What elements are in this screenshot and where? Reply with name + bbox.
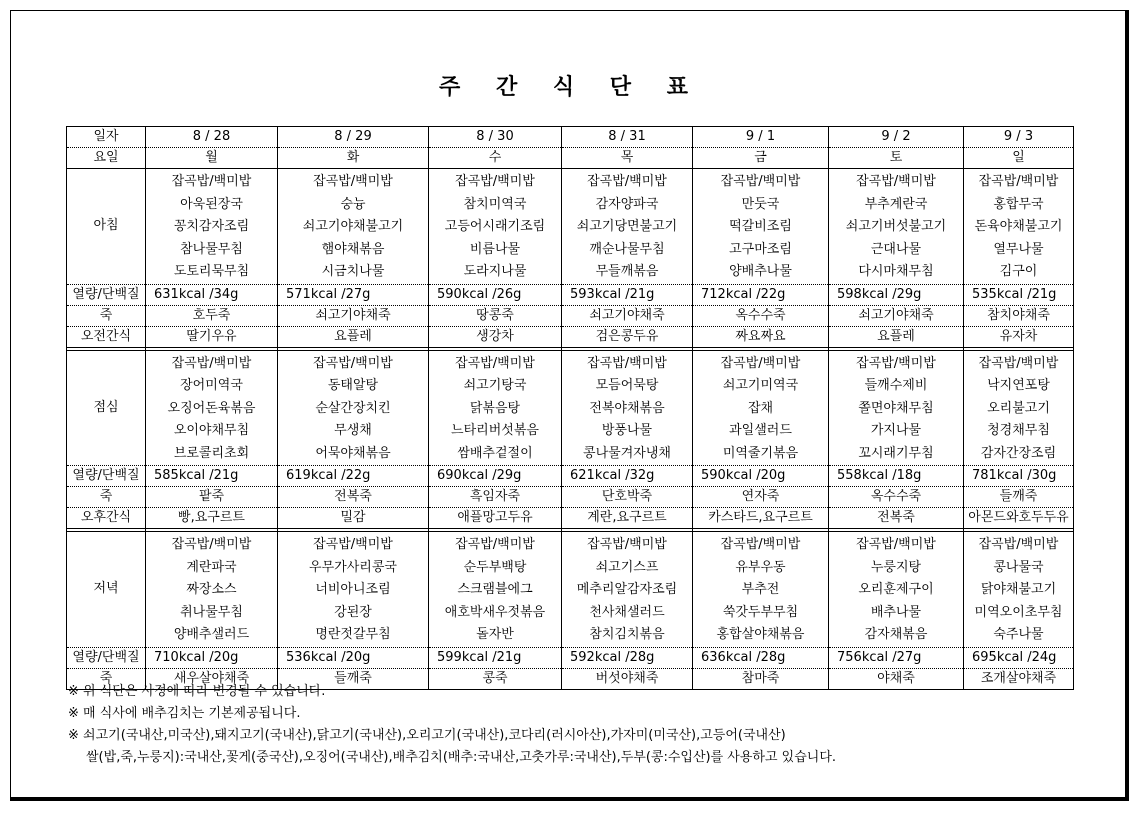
menu-item: 감자간장조림 (980, 445, 1057, 461)
porridge-cell: 호두죽 (146, 305, 278, 326)
porridge-label: 죽 (67, 668, 146, 689)
kcal-cell: 712kcal /22g (693, 284, 829, 305)
dinner-menu-row (67, 532, 1074, 648)
kcal-cell: 590kcal /26g (429, 284, 562, 305)
snack-cell: 요플레 (829, 326, 964, 347)
menu-item: 잡곡밥/백미밥 (587, 355, 667, 371)
porridge-label: 죽 (67, 487, 146, 508)
lunch-snack-row (67, 508, 1074, 529)
menu-item: 고등어시래기조림 (444, 219, 546, 234)
snack-cell: 전복죽 (829, 508, 964, 529)
menu-cell (278, 532, 429, 648)
menu-cell (829, 350, 964, 466)
menu-item: 쇠고기탕국 (463, 378, 527, 393)
snack-label: 오전간식 (67, 326, 146, 347)
porridge-cell: 쇠고기야채죽 (278, 305, 429, 326)
menu-cell (278, 169, 429, 285)
lunch-kcal-row (67, 466, 1074, 487)
menu-item: 순두부백탕 (463, 559, 527, 575)
kcal-cell: 592kcal /28g (562, 647, 693, 668)
porridge-cell: 조개살야채죽 (964, 668, 1074, 689)
kcal-cell: 590kcal /20g (693, 466, 829, 487)
date-row (67, 127, 1074, 148)
menu-item: 감자채볶음 (864, 627, 928, 642)
kcal-cell: 598kcal /29g (829, 284, 964, 305)
menu-item: 잡곡밥/백미밥 (171, 355, 252, 371)
snack-cell: 짜요짜요 (693, 326, 829, 347)
snack-cell: 밀감 (278, 508, 429, 529)
kcal-cell: 558kcal /18g (829, 466, 964, 487)
menu-item: 잡곡밥/백미밥 (720, 355, 801, 371)
porridge-cell: 쇠고기야채죽 (562, 305, 693, 326)
menu-item: 잡곡밥/백미밥 (455, 355, 535, 371)
porridge-cell: 옥수수죽 (829, 487, 964, 508)
menu-item: 도라지나물 (463, 264, 527, 279)
date-cell: 9 / 2 (829, 127, 964, 148)
menu-cell (146, 169, 278, 285)
menu-item: 잡곡밥/백미밥 (313, 174, 393, 189)
menu-item: 열무나물 (993, 241, 1044, 257)
menu-item: 쇠고기스프 (595, 559, 659, 575)
day-cell: 일 (964, 148, 1074, 169)
menu-item: 참나물무침 (180, 241, 243, 257)
menu-item: 메추리알감자조림 (576, 582, 678, 597)
menu-item: 스크램블에그 (457, 582, 533, 597)
day-cell: 목 (562, 148, 693, 169)
kcal-cell: 585kcal /21g (146, 466, 278, 487)
menu-cell (562, 169, 693, 285)
kcal-cell: 593kcal /21g (562, 284, 693, 305)
menu-item: 잡곡밥/백미밥 (978, 174, 1059, 189)
menu-item: 오징어돈육볶음 (167, 400, 256, 416)
kcal-label: 열량/단백질 (67, 284, 146, 305)
menu-item: 모듬어묵탕 (595, 378, 659, 393)
menu-item: 취나물무침 (180, 604, 243, 620)
day-label: 요일 (67, 148, 146, 169)
porridge-cell: 야채죽 (829, 668, 964, 689)
snack-cell: 생강차 (429, 326, 562, 347)
porridge-cell: 들깨죽 (278, 668, 429, 689)
menu-item: 들깨수제비 (864, 378, 928, 393)
menu-item: 돌자반 (476, 627, 514, 642)
porridge-cell: 팥죽 (146, 487, 278, 508)
weekly-menu-table (66, 126, 1074, 690)
menu-item: 쌈배추겉절이 (457, 445, 533, 461)
lunch-label: 점심 (67, 350, 146, 466)
menu-item: 무생채 (334, 423, 372, 438)
menu-item: 참치김치볶음 (589, 627, 665, 642)
kcal-cell: 710kcal /20g (146, 647, 278, 668)
kcal-cell: 621kcal /32g (562, 466, 693, 487)
menu-item: 김구이 (999, 264, 1038, 279)
porridge-cell: 콩죽 (429, 668, 562, 689)
menu-item: 꼬시래기무침 (858, 445, 934, 461)
menu-item: 전복야채볶음 (589, 400, 665, 416)
menu-cell (146, 532, 278, 648)
menu-item: 홍합살야채볶음 (716, 627, 805, 642)
menu-cell (562, 350, 693, 466)
menu-cell (278, 350, 429, 466)
menu-cell (429, 169, 562, 285)
menu-item: 고구마조림 (729, 241, 792, 257)
porridge-cell: 참치야채죽 (964, 305, 1074, 326)
menu-item: 시금치나물 (321, 264, 385, 279)
menu-item: 과일샐러드 (729, 423, 792, 438)
kcal-cell: 571kcal /27g (278, 284, 429, 305)
menu-item: 햄야채볶음 (321, 241, 385, 257)
kcal-cell: 631kcal /34g (146, 284, 278, 305)
menu-item: 쑥갓두부무침 (722, 604, 799, 620)
note-origin-meat: ※ 쇠고기(국내산,미국산),돼지고기(국내산),닭고기(국내산),오리고기(국내산),코다리(러시아산),가자미(미국산),고등어(국내산) (68, 728, 786, 743)
menu-item: 홍합무국 (993, 196, 1044, 212)
kcal-cell: 599kcal /21g (429, 647, 562, 668)
menu-item: 양배추샐러드 (173, 627, 250, 642)
menu-item: 애호박새우젓볶음 (444, 604, 546, 620)
date-cell: 8 / 30 (429, 127, 562, 148)
day-row (67, 148, 1074, 169)
menu-item: 아욱된장국 (180, 196, 243, 212)
menu-item: 잡곡밥/백미밥 (856, 174, 936, 189)
menu-item: 쇠고기야채불고기 (302, 219, 404, 234)
menu-item: 미역줄기볶음 (722, 445, 799, 461)
menu-item: 쫄면야채무침 (858, 400, 934, 416)
porridge-cell: 참마죽 (693, 668, 829, 689)
menu-item: 순살간장치킨 (315, 400, 391, 416)
menu-cell (429, 532, 562, 648)
date-cell: 8 / 28 (146, 127, 278, 148)
breakfast-menu-row (67, 169, 1074, 285)
menu-item: 낙지연포탕 (987, 378, 1050, 393)
menu-item: 양배추나물 (729, 264, 792, 279)
menu-cell (693, 169, 829, 285)
breakfast-kcal-row (67, 284, 1074, 305)
menu-item: 도토리묵무침 (173, 264, 250, 279)
menu-item: 명란젓갈무침 (315, 627, 391, 642)
porridge-cell: 쇠고기야채죽 (829, 305, 964, 326)
menu-cell (829, 532, 964, 648)
menu-cell (146, 350, 278, 466)
kcal-cell: 781kcal /30g (964, 466, 1074, 487)
porridge-cell: 버섯야채죽 (562, 668, 693, 689)
menu-item: 콩나물겨자냉채 (583, 445, 671, 461)
menu-item: 콩나물국 (993, 559, 1044, 575)
note-change: ※ 위 식단은 사정에 따라 변경될 수 있습니다. (68, 684, 326, 699)
menu-item: 다시마채무침 (858, 264, 934, 279)
menu-cell (693, 532, 829, 648)
breakfast-snack-row (67, 326, 1074, 347)
menu-item: 잡곡밥/백미밥 (171, 537, 252, 552)
menu-cell (964, 169, 1074, 285)
menu-item: 쇠고기당면불고기 (576, 219, 678, 234)
menu-item: 닭볶음탕 (469, 400, 521, 416)
menu-item: 동태알탕 (327, 378, 379, 393)
menu-item: 장어미역국 (180, 378, 243, 393)
date-label: 일자 (67, 127, 146, 148)
lunch-menu-row (67, 350, 1074, 466)
menu-item: 감자양파국 (595, 196, 659, 212)
snack-cell: 애플망고두유 (429, 508, 562, 529)
snack-cell: 딸기우유 (146, 326, 278, 347)
menu-item: 깨순나물무침 (589, 241, 665, 257)
snack-cell: 계란,요구르트 (562, 508, 693, 529)
menu-item: 오이야채무침 (173, 423, 250, 438)
menu-item: 잡곡밥/백미밥 (978, 355, 1059, 371)
menu-item: 닭야채불고기 (980, 582, 1057, 597)
menu-item: 배추나물 (870, 604, 922, 620)
menu-cell (964, 532, 1074, 648)
menu-item: 숙주나물 (993, 627, 1044, 642)
snack-cell: 검은콩두유 (562, 326, 693, 347)
breakfast-label: 아침 (67, 169, 146, 285)
day-cell: 수 (429, 148, 562, 169)
dinner-label: 저녁 (67, 532, 146, 648)
snack-label: 오후간식 (67, 508, 146, 529)
dinner-kcal-row (67, 647, 1074, 668)
page-title: 주 간 식 단 표 (439, 75, 702, 100)
menu-item: 미역오이초무침 (974, 604, 1063, 620)
date-cell: 9 / 1 (693, 127, 829, 148)
kcal-label: 열량/단백질 (67, 466, 146, 487)
kcal-label: 열량/단백질 (67, 647, 146, 668)
notes (68, 681, 836, 769)
menu-item: 어묵야채볶음 (315, 445, 391, 461)
menu-item: 잡곡밥/백미밥 (856, 355, 936, 371)
porridge-cell: 새우살야채죽 (146, 668, 278, 689)
snack-cell: 카스타드,요구르트 (693, 508, 829, 529)
menu-item: 잡곡밥/백미밥 (856, 537, 936, 552)
menu-item: 비름나물 (469, 241, 521, 257)
note-kimchi: ※ 매 식사에 배추김치는 기본제공됩니다. (68, 706, 301, 721)
menu-cell (562, 532, 693, 648)
menu-item: 브로콜리초회 (173, 445, 250, 461)
snack-cell: 빵,요구르트 (146, 508, 278, 529)
menu-item: 우무가사리콩국 (309, 559, 397, 575)
kcal-cell: 636kcal /28g (693, 647, 829, 668)
snack-cell: 요플레 (278, 326, 429, 347)
menu-item: 짜장소스 (186, 582, 237, 597)
menu-item: 가지나물 (870, 423, 922, 438)
menu-item: 강된장 (334, 604, 372, 620)
snack-cell: 유자차 (964, 326, 1074, 347)
menu-item: 꽁치감자조림 (173, 219, 250, 234)
menu-item: 참치미역국 (463, 196, 527, 212)
menu-cell (829, 169, 964, 285)
menu-item: 숭늉 (340, 196, 366, 212)
menu-item: 잡곡밥/백미밥 (455, 537, 535, 552)
menu-item: 부추계란국 (864, 196, 928, 212)
kcal-cell: 695kcal /24g (964, 647, 1074, 668)
porridge-cell: 들깨죽 (964, 487, 1074, 508)
kcal-cell: 619kcal /22g (278, 466, 429, 487)
menu-item: 잡곡밥/백미밥 (171, 174, 252, 189)
day-cell: 토 (829, 148, 964, 169)
menu-item: 쇠고기버섯불고기 (845, 219, 947, 234)
note-origin-other: 쌀(밥,죽,누룽지):국내산,꽃게(중국산),오징어(국내산),배추김치(배추:국내산,고춧가루:국내산),두부(콩:수입산)를 사용하고 있습니다. (86, 750, 837, 765)
menu-cell (429, 350, 562, 466)
day-cell: 월 (146, 148, 278, 169)
kcal-cell: 536kcal /20g (278, 647, 429, 668)
menu-cell (693, 350, 829, 466)
lunch-porridge-row (67, 487, 1074, 508)
menu-item: 무들깨볶음 (595, 264, 659, 279)
breakfast-porridge-row (67, 305, 1074, 326)
kcal-cell: 535kcal /21g (964, 284, 1074, 305)
day-cell: 금 (693, 148, 829, 169)
date-cell: 8 / 29 (278, 127, 429, 148)
porridge-cell: 옥수수죽 (693, 305, 829, 326)
menu-item: 오리불고기 (987, 400, 1050, 416)
porridge-cell: 땅콩죽 (429, 305, 562, 326)
menu-item: 떡갈비조림 (729, 219, 792, 234)
menu-item: 청경채무침 (987, 423, 1050, 438)
kcal-cell: 756kcal /27g (829, 647, 964, 668)
porridge-cell: 흑임자죽 (429, 487, 562, 508)
menu-item: 누룽지탕 (870, 559, 922, 575)
menu-item: 천사채샐러드 (589, 604, 665, 620)
porridge-cell: 전복죽 (278, 487, 429, 508)
date-cell: 8 / 31 (562, 127, 693, 148)
porridge-label: 죽 (67, 305, 146, 326)
menu-item: 잡곡밥/백미밥 (720, 174, 801, 189)
menu-item: 유부우동 (735, 559, 786, 575)
kcal-cell: 690kcal /29g (429, 466, 562, 487)
menu-item: 잡곡밥/백미밥 (313, 355, 393, 371)
menu-item: 방풍나물 (601, 423, 653, 438)
menu-item: 잡곡밥/백미밥 (587, 537, 667, 552)
menu-item: 느타리버섯볶음 (451, 423, 539, 438)
date-cell: 9 / 3 (964, 127, 1074, 148)
menu-item: 잡곡밥/백미밥 (313, 537, 393, 552)
menu-item: 너비아니조림 (315, 582, 391, 597)
menu-item: 잡채 (747, 400, 774, 416)
snack-cell: 아몬드와호두두유 (964, 508, 1074, 529)
menu-item: 잡곡밥/백미밥 (978, 537, 1059, 552)
menu-item: 잡곡밥/백미밥 (587, 174, 667, 189)
day-cell: 화 (278, 148, 429, 169)
menu-item: 오리훈제구이 (858, 582, 934, 597)
porridge-cell: 단호박죽 (562, 487, 693, 508)
menu-item: 잡곡밥/백미밥 (455, 174, 535, 189)
porridge-cell: 연자죽 (693, 487, 829, 508)
menu-item: 잡곡밥/백미밥 (720, 537, 801, 552)
menu-cell (964, 350, 1074, 466)
menu-item: 돈육야채불고기 (974, 219, 1063, 234)
menu-item: 계란파국 (186, 559, 237, 575)
menu-item: 만둣국 (741, 196, 780, 212)
menu-item: 근대나물 (870, 241, 922, 257)
menu-item: 부추전 (741, 582, 780, 597)
menu-item: 쇠고기미역국 (722, 378, 799, 393)
